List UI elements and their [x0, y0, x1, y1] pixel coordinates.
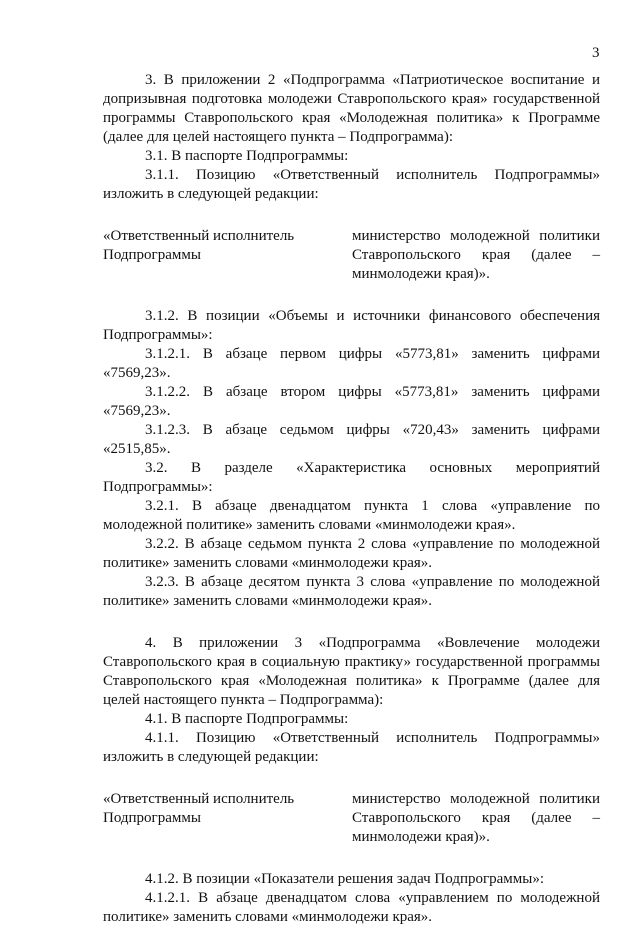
document-body: [103, 71, 600, 927]
paragraph: 3. В приложении 2 «Подпрограмма «Патриотическое воспитание и допризывная подготовка молодежи Ставропольского края» государственной программы Ставропольского края «Молодежная политика» к Программе (далее для целей настоящего пункта – Подпрограмма):: [103, 72, 600, 145]
table-left-cell: «Ответственный исполнитель Подпрограммы: [103, 791, 295, 826]
paragraph: 4.1.1. Позицию «Ответственный исполнитель Подпрограммы» изложить в следующей редакции:: [103, 730, 600, 765]
responsible-executor-table: [103, 227, 600, 284]
paragraph: 4.1.2.1. В абзаце двенадцатом слова «управлением по молодежной политике» заменить словами «минмолодежи края».: [103, 890, 600, 925]
paragraph: 4.1. В паспорте Подпрограммы:: [145, 711, 349, 727]
paragraph: 3.1.2.1. В абзаце первом цифры «5773,81» заменить цифрами «7569,23».: [103, 346, 600, 381]
table-left-cell: «Ответственный исполнитель Подпрограммы: [103, 228, 295, 263]
paragraph: 3.2. В разделе «Характеристика основных мероприятий Подпрограммы»:: [103, 460, 600, 495]
paragraph: 4.1.2. В позиции «Показатели решения задач Подпрограммы»:: [145, 871, 545, 887]
paragraph: 4. В приложении 3 «Подпрограмма «Вовлечение молодежи Ставропольского края в социальную практику» государственной программы Ставропольского края «Молодежная политика» к Программе (далее для целей настоящего пункта – Подпрограмма):: [103, 635, 600, 708]
paragraph: 3.1. В паспорте Подпрограммы:: [145, 148, 349, 164]
table-right-cell: министерство молодежной политики Ставропольского края (далее – минмолодежи края)».: [352, 791, 600, 845]
paragraph: 3.1.1. Позицию «Ответственный исполнитель Подпрограммы» изложить в следующей редакции:: [103, 167, 600, 202]
paragraph: 3.1.2. В позиции «Объемы и источники финансового обеспечения Подпрограммы»:: [103, 308, 600, 343]
paragraph: 3.2.2. В абзаце седьмом пункта 2 слова «управление по молодежной политике» заменить словами «минмолодежи края».: [103, 536, 600, 571]
paragraph: 3.2.1. В абзаце двенадцатом пункта 1 слова «управление по молодежной политике» заменить словами «минмолодежи края».: [103, 498, 600, 533]
paragraph: 3.2.3. В абзаце десятом пункта 3 слова «управление по молодежной политике» заменить словами «минмолодежи края».: [103, 574, 600, 609]
page-number: 3: [592, 45, 600, 61]
table-right-cell: министерство молодежной политики Ставропольского края (далее – минмолодежи края)».: [352, 228, 600, 282]
responsible-executor-table: [103, 790, 600, 847]
paragraph: 3.1.2.2. В абзаце втором цифры «5773,81» заменить цифрами «7569,23».: [103, 384, 600, 419]
paragraph: 3.1.2.3. В абзаце седьмом цифры «720,43» заменить цифрами «2515,85».: [103, 422, 600, 457]
